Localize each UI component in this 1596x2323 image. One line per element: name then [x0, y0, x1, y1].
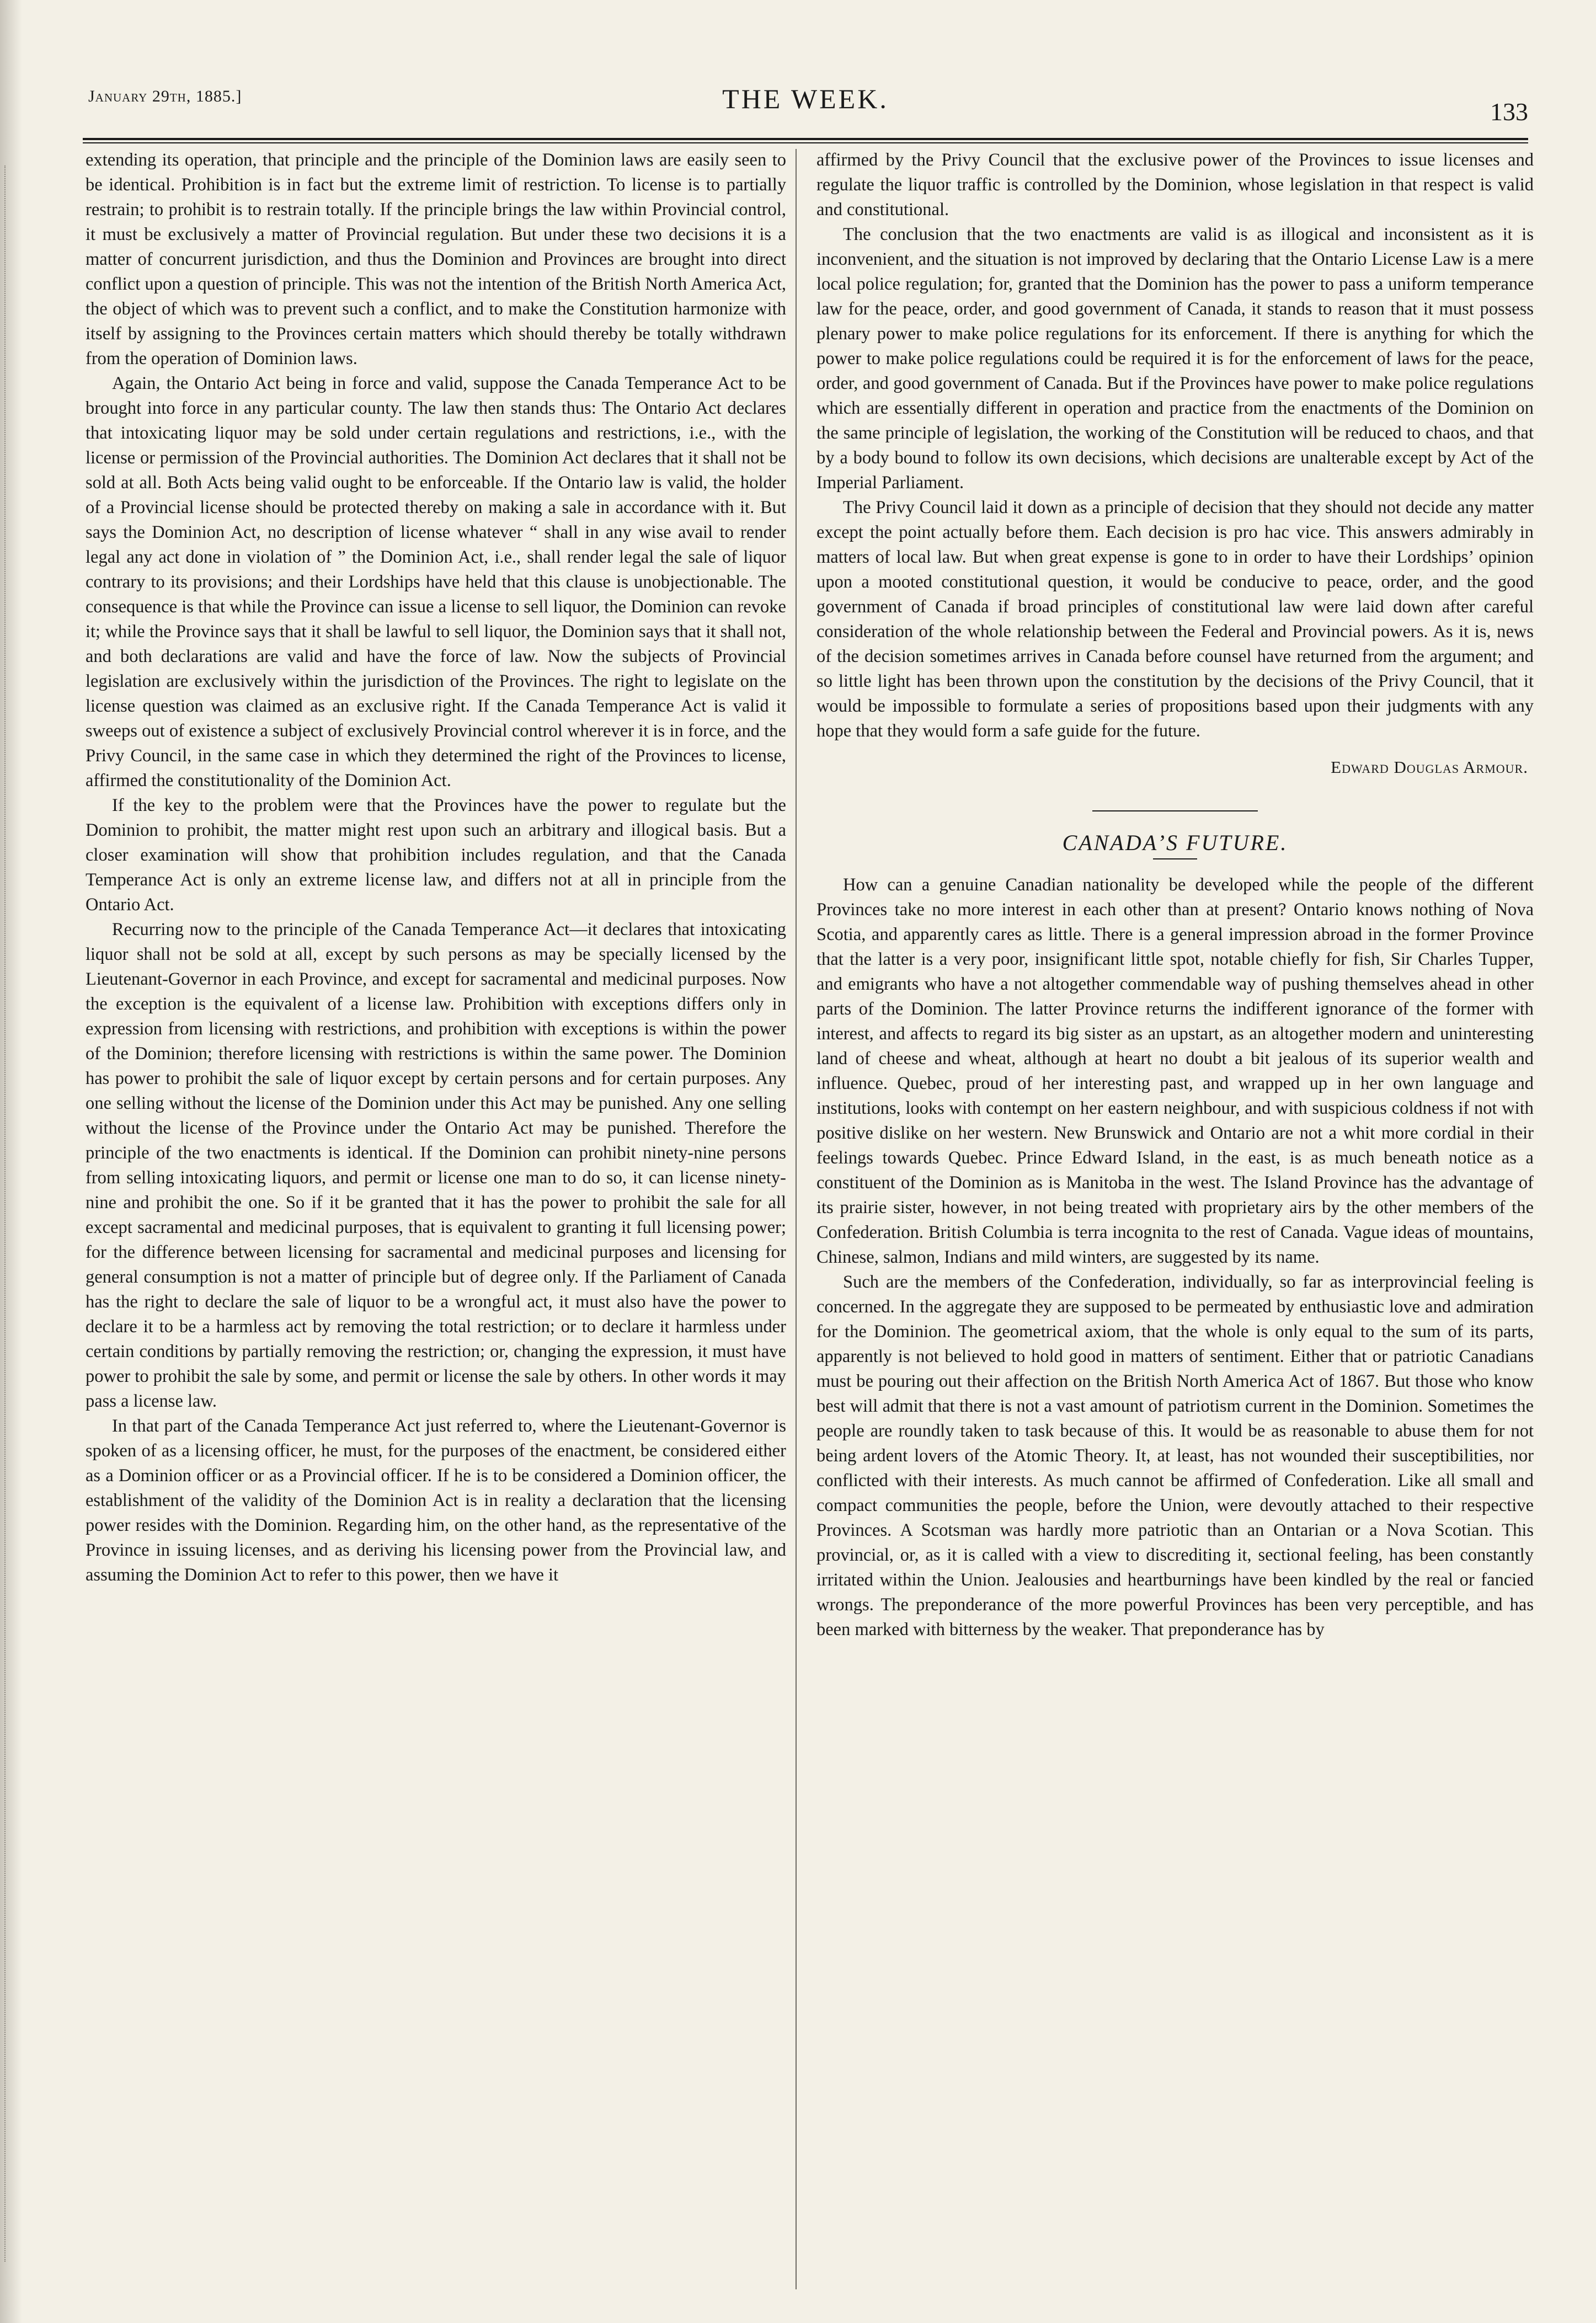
binding-stitches [4, 165, 10, 2262]
paragraph: How can a genuine Canadian nationality be developed while the people of the different Provinces take no more interest in each other than at present? Ontario knows nothing of Nova Scotia, and apparently cares as little. There is a general impression abroad in the former Province that the latter is a very poor, insignificant little spot, notable chiefly for fish, Sir Charles Tupper, and emigrants who have a not altogether commendable way of pushing themselves ahead in other parts of the Dominion. The latter Province returns the indifferent ignorance of the former with interest, and affects to regard its big sister as an upstart, as an altogether modern and uninteresting land of cheese and wheat, although at heart no doubt a bit jealous of its superior wealth and influence. Quebec, proud of her interesting past, and wrapped up in her own language and institutions, looks with contempt on her eastern neighbour, and with suspicious coldness if not with positive dislike on her western. New Brunswick and Ontario are not a whit more cordial in their feelings towards Quebec. Prince Edward Island, in the east, is as much beneath notice as a constituent of the Dominion as is Manitoba in the west. The Island Province has the advantage of its prairie sister, however, in not being treated with proprietary airs by the other members of the Confederation. British Columbia is terra incognita to the rest of Canada. Vague ideas of mountains, Chinese, salmon, Indians and mild winters, are suggested by its name. [816, 875, 1534, 1267]
paragraph: Again, the Ontario Act being in force and valid, suppose the Canada Temperance Act to be brought into force in any particular county. The law then stands thus: The Ontario Act declares that intoxicating liquor may be sold under certain regulations and restrictions, i.e., with the license or permission of the Provincial authorities. The Dominion Act declares that it shall not be sold at all. Both Acts being valid ought to be enforceable. If the Ontario law is valid, the holder of a Provincial license should be protected thereby on making a sale in accordance with it. But says the Dominion Act, no description of license whatever “ shall in any wise avail to render legal any act done in violation of ” the Dominion Act, i.e., shall render legal the sale of liquor contrary to its provisions; and their Lordships have held that this clause is unobjectionable. The consequence is that while the Province can issue a license to sell liquor, the Dominion can revoke it; while the Province says that it shall be lawful to sell liquor, the Dominion says that it shall not, and both declarations are valid and have the force of law. Now the subjects of Provincial legislation are exclusively within the jurisdiction of the Provinces. The right to legislate on the license question was claimed as an exclusive right. If the Canada Temperance Act is valid it sweeps out of existence a subject of exclusively Provincial control wherever it is in force, and the Privy Council, in the same case in which they determined the right of the Provinces to license, affirmed the constitutionality of the Dominion Act. [86, 373, 786, 791]
paragraph: The Privy Council laid it down as a principle of decision that they should not decide any matter except the point actually before them. Each decision is pro hac vice. This answers admirably in matters of local law. But when great expense is gone to in order to have their Lordships’ opinion upon a mooted constitutional question, it would be conducive to peace, order, and the good government of Canada if broad principles of constitutional law were laid down after careful consideration of the whole relationship between the Federal and Provincial powers. As it is, news of the decision sometimes arrives in Canada before counsel have returned from the argument; and so little light has been thrown upon the constitution by the decisions of the Privy Council, that it would be impossible to formulate a series of propositions based upon their judgments with any hope that they would form a safe guide for the future. [816, 498, 1534, 741]
page-number: 133 [1490, 98, 1528, 126]
header-rule-thin [83, 142, 1528, 143]
left-column [86, 148, 786, 1588]
author-signature: Edward Douglas Armour. [1331, 757, 1528, 777]
issue-date: January 29th, 1885.] [88, 87, 242, 105]
paragraph: Such are the members of the Confederation, individually, so far as interprovincial feeling is concerned. In the aggregate they are supposed to be permeated by enthusiastic love and admiration for the Dominion. The geometrical axiom, that the whole is only equal to the sum of its parts, apparently is not believed to hold good in matters of sentiment. Either that or patriotic Canadians must be pouring out their affection on the British North America Act of 1867. But those who know best will admit that there is not a vast amount of patriotism current in the Dominion. Sometimes the people are roundly taken to task because of this. It would be as reasonable to abuse them for not being ardent lovers of the Atomic Theory. It, at least, has not wounded their susceptibilities, nor conflicted with their interests. As much cannot be affirmed of Confederation. Like all small and compact communities the people, before the Union, were devoutly attached to their respective Provinces. A Scotsman was hardly more patriotic than an Ontarian or a Nova Scotian. This provincial, or, as it is called with a view to discrediting it, sectional feeling, has been constantly irritated within the Union. Jealousies and heartburnings have been kindled by the real or fancied wrongs. The preponderance of the more powerful Provinces has been very perceptible, and has been marked with bitterness by the weaker. That preponderance has by [816, 1272, 1534, 1640]
header-rule [83, 138, 1528, 140]
paragraph: In that part of the Canada Temperance Act just referred to, where the Lieutenant-Governor is spoken of as a licensing officer, he must, for the purposes of the enactment, be considered either as a Dominion officer or as a Provincial officer. If he is to be considered a Dominion officer, the establishment of the validity of the Dominion Act is in reality a declaration that the licensing power resides with the Dominion. Regarding him, on the other hand, as the representative of the Province in issuing licenses, and as deriving his licensing power from the Provincial law, and assuming the Dominion Act to refer to this power, then we have it [86, 1416, 786, 1585]
paragraph: Recurring now to the principle of the Canada Temperance Act—it declares that intoxicating liquor shall not be sold at all, except by such persons as may be specially licensed by the Lieutenant-Governor in each Province, and except for sacramental and medicinal purposes. Now the exception is the equivalent of a license law. Prohibition with exceptions differs only in expression from licensing with restrictions, and prohibition with exceptions is within the power of the Dominion; therefore licensing with restrictions is within the same power. The Dominion has power to prohibit the sale of liquor except by certain persons and for certain purposes. Any one selling without the license of the Dominion under this Act may be punished. Any one selling without the license of the Province under the Ontario Act may be punished. Therefore the principle of the two enactments is identical. If the Dominion can prohibit ninety-nine persons from selling intoxicating liquors, and permit or license one man to do so, it can license ninety-nine and prohibit the one. So if it be granted that it has the power to prohibit the sale for all except sacramental and medicinal purposes, that is equivalent to granting it full licensing power; for the difference between licensing for sacramental and medicinal purposes and licensing for general consumption is not a matter of principle but of degree only. If the Parliament of Canada has the right to declare the sale of liquor to be a wrongful act, it must also have the power to declare it to be a harmless act by removing the total restriction; or to declare it harmless under certain conditions by partially removing the restriction; or, changing the expression, it must have power to prohibit the sale by some, and permit or license the sale by others. In other words it may pass a license law. [86, 920, 786, 1411]
paragraph: The conclusion that the two enactments are valid is as illogical and inconsistent as it is inconvenient, and the situation is not improved by declaring that the Ontario License Law is a mere local police regulation; for, granted that the Dominion has the power to pass a uniform temperance law for the peace, order, and good government of Canada, it stands to reason that it must possess plenary power to make police regulations for its enforcement. If there is anything for which the power to make police regulations could be required it is for the enforcement of laws for the peace, order, and good government of Canada. But if the Provinces have power to make police regulations which are essentially different in operation and practice from the enactments of the Dominion on the same principle of legislation, the working of the Constitution will be reduced to chaos, and that by a body bound to follow its own decisions, which decisions are unalterable except by Act of the Imperial Parliament. [816, 225, 1534, 493]
article-title: CANADA’S FUTURE. [1062, 830, 1288, 855]
paragraph: If the key to the problem were that the Provinces have the power to regulate but the Dominion to prohibit, the matter might rest upon such an arbitrary and illogical basis. But a closer examination will show that prohibition includes regulation, and that the Canada Temperance Act is only an extreme license law, and differs not at all in principle from the Ontario Act. [86, 795, 786, 915]
paragraph: affirmed by the Privy Council that the exclusive power of the Provinces to issue licenses and regulate the liquor traffic is controlled by the Dominion, whose legislation in that respect is valid and constitutional. [816, 150, 1534, 220]
page-header [83, 77, 1528, 132]
paragraph: extending its operation, that principle and the principle of the Dominion laws are easily seen to be identical. Prohibition is in fact but the extreme limit of restriction. To license is to partially restrain; to prohibit is to restrain totally. If the principle brings the law within Provincial control, it must be exclusively a matter of Provincial regulation. But under these two decisions it is a matter of concurrent jurisdiction, and thus the Dominion and Provinces are brought into direct conflict upon a question of principle. This was not the intention of the British North America Act, the object of which was to prevent such a conflict, and to make the Constitution harmonize with itself by assigning to the Provinces certain matters which should thereby be totally withdrawn from the operation of Dominion laws. [86, 150, 786, 369]
binding-edge [0, 0, 22, 2323]
column-divider [796, 149, 797, 2289]
article-divider [1092, 810, 1258, 811]
title-rule [1153, 858, 1197, 859]
publication-title: THE WEEK. [722, 83, 889, 114]
right-column [816, 148, 1534, 1642]
